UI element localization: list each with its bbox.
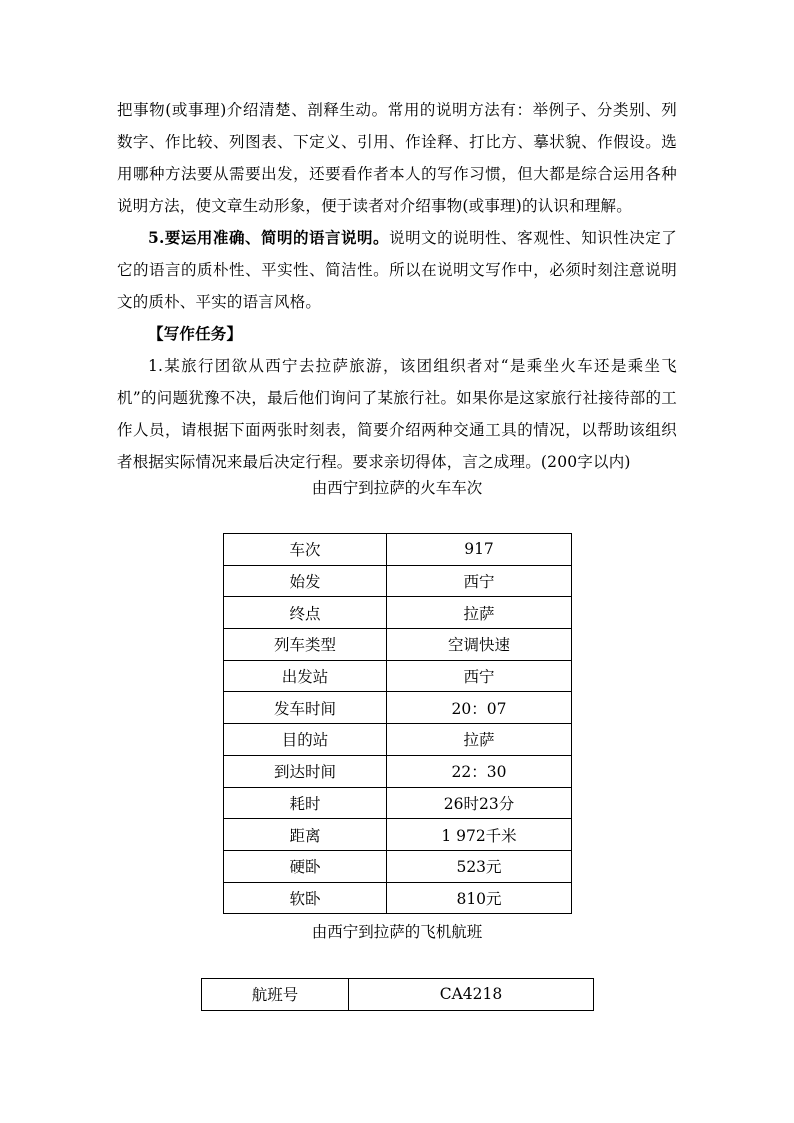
- table-cell-label: 硬卧: [224, 850, 387, 882]
- table-cell-label: 始发: [224, 565, 387, 597]
- table-cell-value: 26时23分: [387, 787, 572, 819]
- table-cell-value: 空调快速: [387, 629, 572, 661]
- table-cell-value: 20：07: [387, 692, 572, 724]
- paragraph-methods-text: 把事物(或事理)介绍清楚、剖释生动。常用的说明方法有：举例子、分类别、列数字、作比较、列图表、下定义、引用、作诠释、打比方、摹状貌、作假设。选用哪种方法要从需要出发，还要看作者本人的写作习惯，但大都是综合运用各种说明方法，使文章生动形象，便于读者对介绍事物(或事理)的认识和理解。: [117, 101, 677, 215]
- table-row: [202, 979, 594, 1011]
- table-cell-value: 917: [387, 534, 572, 566]
- table-row: [224, 787, 572, 819]
- table-cell-label: 软卧: [224, 882, 387, 914]
- table-cell-value: CA4218: [349, 979, 594, 1011]
- table-cell-label: 出发站: [224, 660, 387, 692]
- table-cell-label: 终点: [224, 597, 387, 629]
- table-row: [224, 597, 572, 629]
- flight-table-title: 由西宁到拉萨的飞机航班: [311, 923, 483, 941]
- table-row: [224, 850, 572, 882]
- table-row: [224, 629, 572, 661]
- paragraph-methods: [117, 94, 677, 222]
- table-row: [224, 692, 572, 724]
- table-row: [224, 755, 572, 787]
- table-row: [224, 819, 572, 851]
- table-cell-label: 到达时间: [224, 755, 387, 787]
- table-cell-label: 航班号: [202, 979, 349, 1011]
- table-cell-value: 1 972千米: [387, 819, 572, 851]
- train-schedule-table: [223, 533, 572, 914]
- table-cell-label: 距离: [224, 819, 387, 851]
- table-cell-label: 耗时: [224, 787, 387, 819]
- paragraph-task-text: 1.某旅行团欲从西宁去拉萨旅游，该团组织者对“是乘坐火车还是乘坐飞机”的问题犹豫不决，最后他们询问了某旅行社。如果你是这家旅行社接待部的工作人员，请根据下面两张时刻表，简要介绍两种交通工具的情况，以帮助该组织者根据实际情况来最后决定行程。要求亲切得体，言之成理。(200字以内): [117, 357, 677, 471]
- table-cell-value: 拉萨: [387, 597, 572, 629]
- table-row: [224, 565, 572, 597]
- table-cell-label: 发车时间: [224, 692, 387, 724]
- table-row: [224, 724, 572, 756]
- paragraph-language-text: 说明文的说明性、客观性、知识性决定了它的语言的质朴性、平实性、简洁性。所以在说明文写作中，必须时刻注意说明文的质朴、平实的语言风格。: [117, 229, 677, 311]
- train-table-title: 由西宁到拉萨的火车车次: [311, 479, 483, 497]
- paragraph-language: [117, 222, 677, 318]
- table-cell-label: 目的站: [224, 724, 387, 756]
- table-cell-value: 523元: [387, 850, 572, 882]
- table-cell-value: 西宁: [387, 660, 572, 692]
- table-row: [224, 660, 572, 692]
- paragraph-language-heading: 5.要运用准确、简明的语言说明。: [148, 228, 390, 247]
- table-row: [224, 882, 572, 914]
- table-cell-value: 22：30: [387, 755, 572, 787]
- table-cell-label: 列车类型: [224, 629, 387, 661]
- paragraph-task: [117, 350, 677, 478]
- table-cell-value: 西宁: [387, 565, 572, 597]
- table-cell-value: 810元: [387, 882, 572, 914]
- table-cell-value: 拉萨: [387, 724, 572, 756]
- table-cell-label: 车次: [224, 534, 387, 566]
- flight-schedule-table: [201, 978, 594, 1011]
- table-row: [224, 534, 572, 566]
- task-heading: 【写作任务】: [148, 324, 243, 343]
